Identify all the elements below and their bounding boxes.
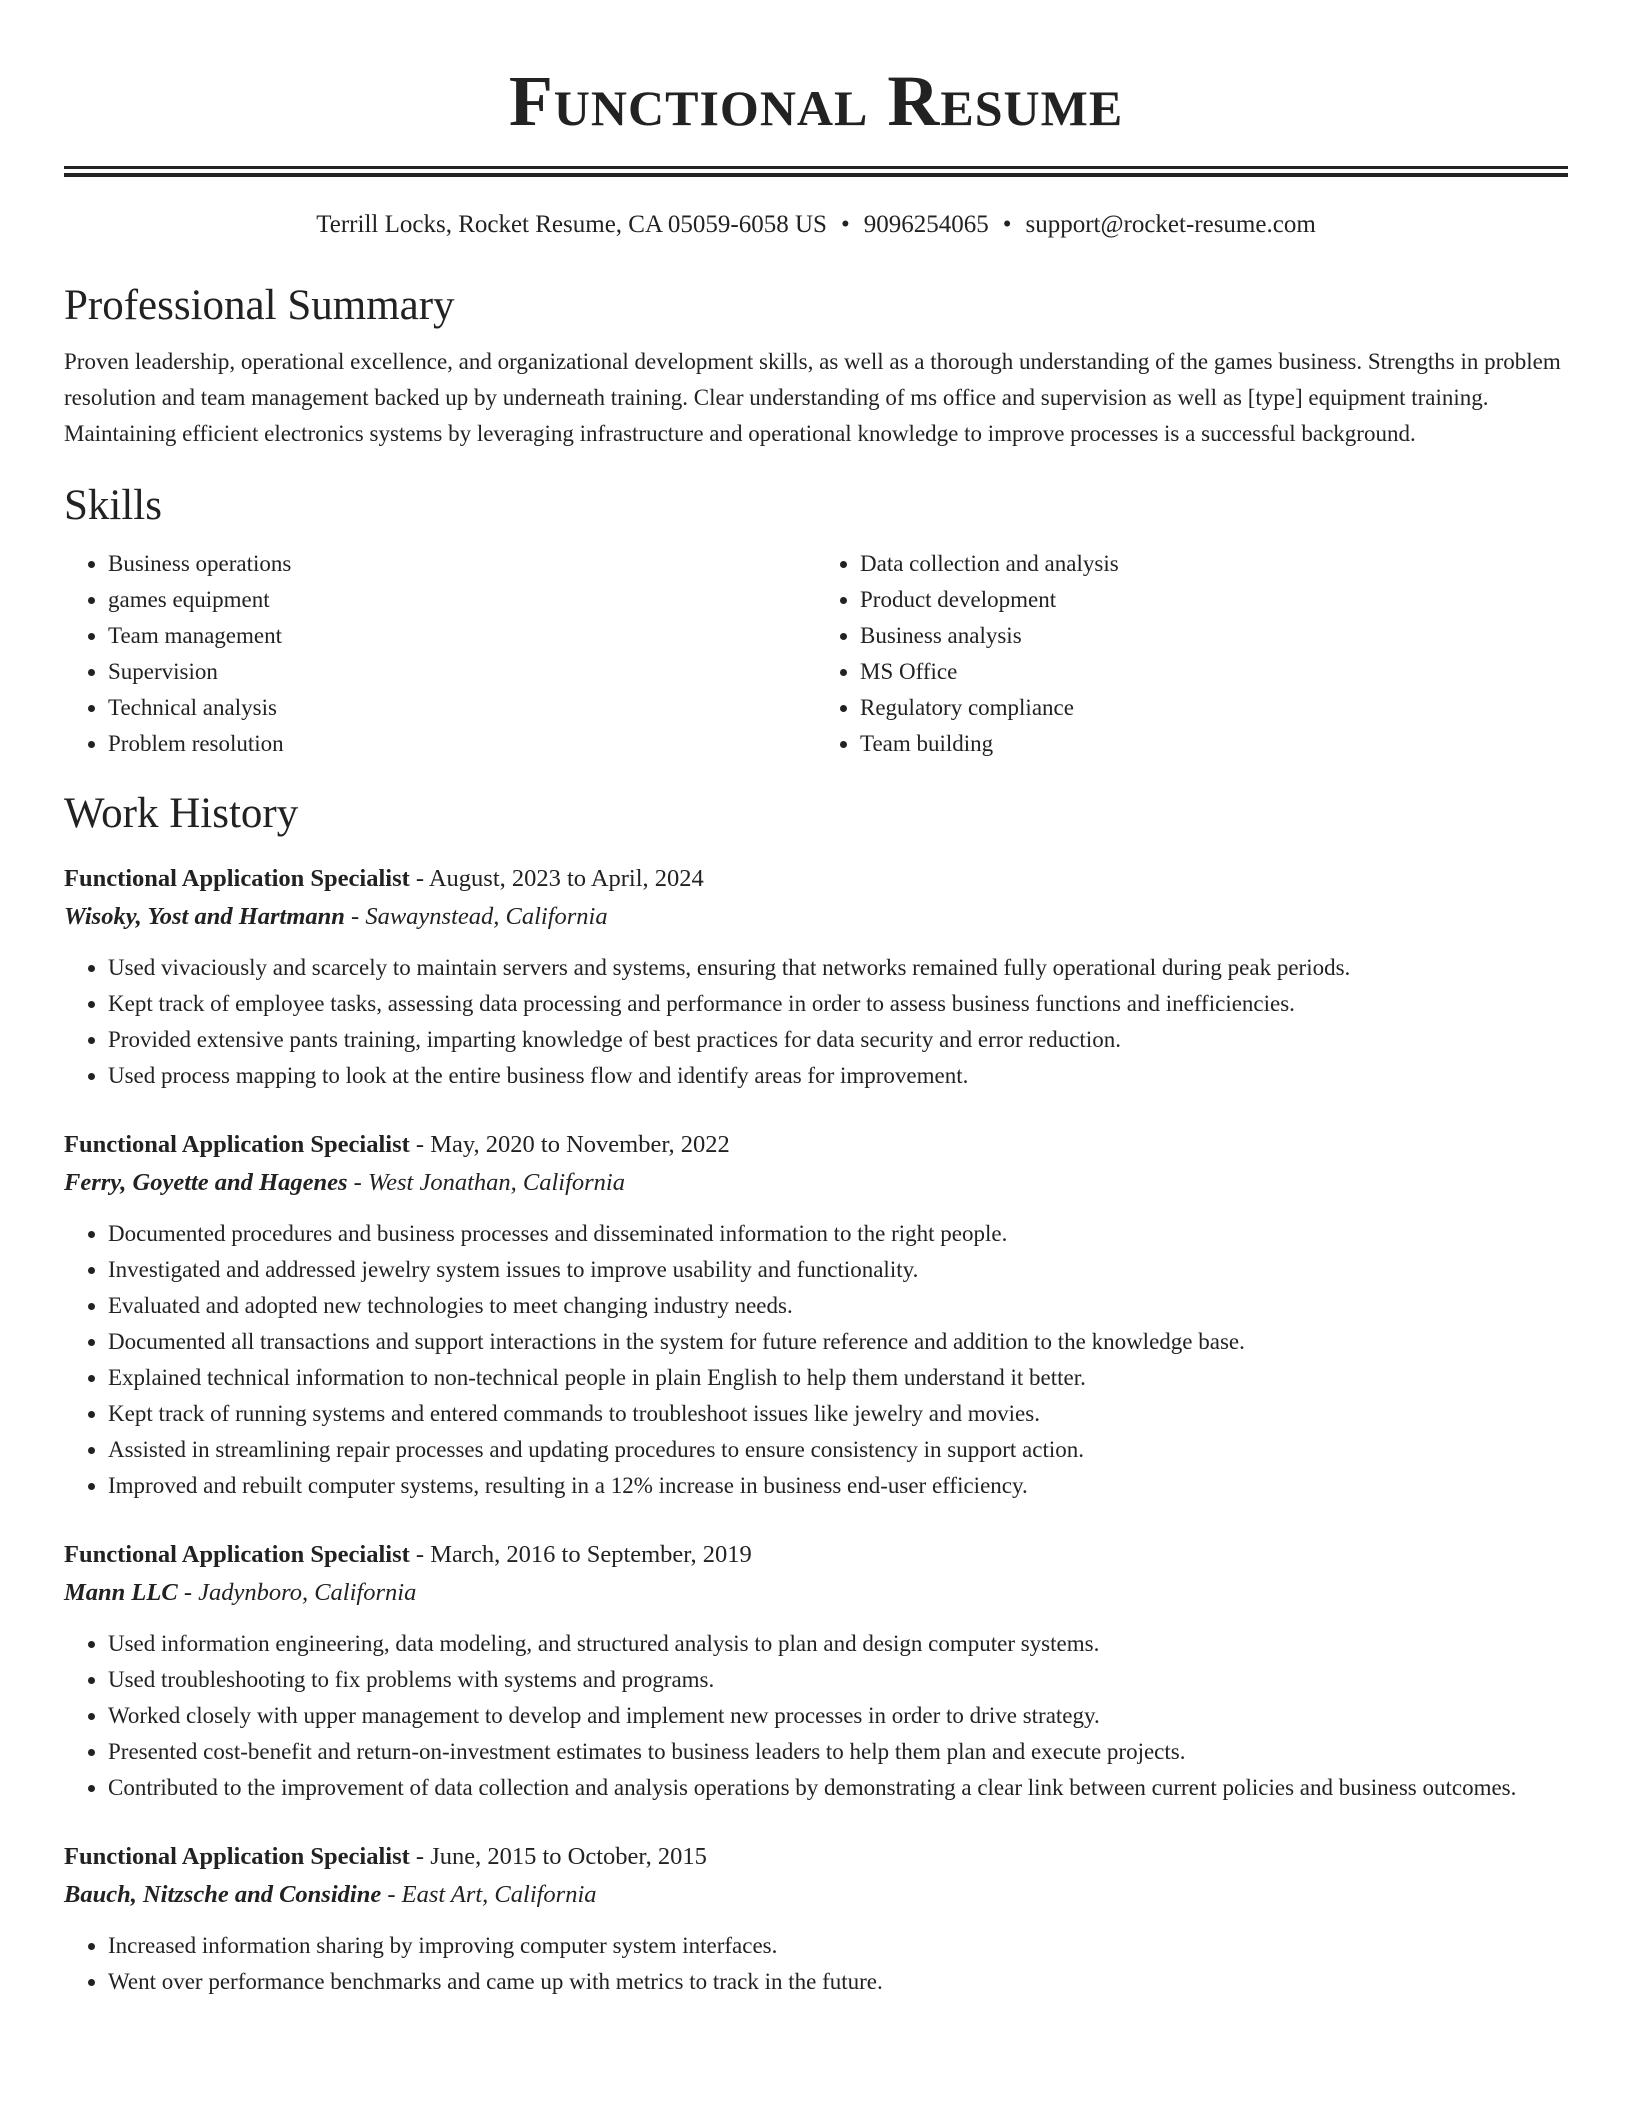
skill-item: • Business operations	[108, 546, 816, 582]
job-bullet: • Investigated and addressed jewelry system issues to improve usability and functionality.	[108, 1252, 1568, 1288]
section-title-skills: Skills	[64, 482, 162, 529]
skill-item: • Team management	[108, 618, 816, 654]
job-bullets	[64, 1626, 1568, 1806]
job-heading	[64, 860, 1568, 898]
job-entry	[64, 860, 1568, 1094]
job-role: Functional Application Specialist	[64, 1843, 410, 1870]
skill-item: • games equipment	[108, 582, 816, 618]
job-heading	[64, 1838, 1568, 1876]
job-entry	[64, 1536, 1568, 1806]
job-bullet: • Kept track of running systems and entered commands to troubleshoot issues like jewelry and movies.	[108, 1396, 1568, 1432]
contact-address: Terrill Locks, Rocket Resume, CA 05059-6058 US	[316, 211, 827, 238]
job-heading	[64, 1536, 1568, 1574]
job-bullet: • Used information engineering, data modeling, and structured analysis to plan and design computer systems.	[108, 1626, 1568, 1662]
section-title-work-history: Work History	[64, 790, 299, 837]
job-bullet: • Provided extensive pants training, imparting knowledge of best practices for data security and error reduction.	[108, 1022, 1568, 1058]
job-bullet: • Went over performance benchmarks and came up with metrics to track in the future.	[108, 1964, 1568, 2000]
job-role: Functional Application Specialist	[64, 1131, 410, 1158]
job-bullet: • Documented procedures and business processes and disseminated information to the right people.	[108, 1216, 1568, 1252]
job-entry	[64, 1838, 1568, 2000]
skill-item: • MS Office	[860, 654, 1568, 690]
job-bullet: • Explained technical information to non-technical people in plain English to help them understand it better.	[108, 1360, 1568, 1396]
skill-item: • Data collection and analysis	[860, 546, 1568, 582]
work-history-list	[64, 860, 1568, 2000]
job-bullet: • Contributed to the improvement of data collection and analysis operations by demonstrating a clear link between current policies and business outcomes.	[108, 1770, 1568, 1806]
job-bullet: • Evaluated and adopted new technologies to meet changing industry needs.	[108, 1288, 1568, 1324]
job-company: Bauch, Nitzsche and Considine	[64, 1881, 382, 1908]
section-title-summary: Professional Summary	[64, 282, 455, 329]
contact-phone: 9096254065	[863, 211, 989, 238]
job-location: - East Art, California	[387, 1881, 597, 1908]
job-bullet: • Worked closely with upper management to develop and implement new processes in order to drive strategy.	[108, 1698, 1568, 1734]
job-bullet: • Used vivaciously and scarcely to maintain servers and systems, ensuring that networks remained fully operational during peak periods.	[108, 950, 1568, 986]
job-bullet: • Assisted in streamlining repair processes and updating procedures to ensure consistency in support action.	[108, 1432, 1568, 1468]
job-role: Functional Application Specialist	[64, 865, 410, 892]
job-dates: - June, 2015 to October, 2015	[415, 1843, 707, 1870]
job-location: - Sawaynstead, California	[351, 903, 608, 930]
job-company-line	[64, 898, 1568, 936]
job-bullet: • Used troubleshooting to fix problems with systems and programs.	[108, 1662, 1568, 1698]
skill-item: • Regulatory compliance	[860, 690, 1568, 726]
job-bullets	[64, 950, 1568, 1094]
skill-item: • Problem resolution	[108, 726, 816, 762]
job-company: Mann LLC	[64, 1579, 178, 1606]
job-location: - Jadynboro, California	[183, 1579, 417, 1606]
job-role: Functional Application Specialist	[64, 1541, 410, 1568]
job-bullet: • Used process mapping to look at the entire business flow and identify areas for improvement.	[108, 1058, 1568, 1094]
contact-email: support@rocket-resume.com	[1025, 211, 1316, 238]
resume-title: Functional Resume	[508, 61, 1124, 141]
title-double-rule	[64, 166, 1568, 177]
summary-text: Proven leadership, operational excellence, and organizational development skills, as well as a thorough understanding of the games business. Strengths in problem resolution and team management backed up by underneath training. Clear understanding of ms office and supervision as well as [type] equipment training. Maintaining efficient electronics systems by leveraging infrastructure and operational knowledge to improve processes is a successful background.	[64, 349, 1561, 446]
job-bullet: • Documented all transactions and support interactions in the system for future reference and addition to the knowledge base.	[108, 1324, 1568, 1360]
job-bullet: • Increased information sharing by improving computer system interfaces.	[108, 1928, 1568, 1964]
job-company-line	[64, 1164, 1568, 1202]
job-heading	[64, 1126, 1568, 1164]
job-bullet: • Presented cost-benefit and return-on-investment estimates to business leaders to help them plan and execute projects.	[108, 1734, 1568, 1770]
contact-separator: •	[840, 211, 850, 238]
contact-line	[64, 210, 1568, 240]
job-dates: - May, 2020 to November, 2022	[415, 1131, 730, 1158]
skill-item: • Business analysis	[860, 618, 1568, 654]
job-bullets	[64, 1216, 1568, 1504]
contact-separator: •	[1002, 211, 1012, 238]
job-bullets	[64, 1928, 1568, 2000]
job-company-line	[64, 1574, 1568, 1612]
skill-item: • Technical analysis	[108, 690, 816, 726]
job-location: - West Jonathan, California	[353, 1169, 625, 1196]
skill-item: • Supervision	[108, 654, 816, 690]
job-company-line	[64, 1876, 1568, 1914]
job-entry	[64, 1126, 1568, 1504]
skill-item: • Team building	[860, 726, 1568, 762]
job-company: Ferry, Goyette and Hagenes	[64, 1169, 348, 1196]
skills-column-left	[64, 546, 816, 762]
job-bullet: • Improved and rebuilt computer systems, resulting in a 12% increase in business end-user efficiency.	[108, 1468, 1568, 1504]
job-bullet: • Kept track of employee tasks, assessing data processing and performance in order to assess business functions and inefficiencies.	[108, 986, 1568, 1022]
job-dates: - August, 2023 to April, 2024	[415, 865, 704, 892]
skills-column-right	[816, 546, 1568, 762]
job-company: Wisoky, Yost and Hartmann	[64, 903, 345, 930]
skills-list	[64, 546, 1568, 762]
job-dates: - March, 2016 to September, 2019	[415, 1541, 752, 1568]
skill-item: • Product development	[860, 582, 1568, 618]
